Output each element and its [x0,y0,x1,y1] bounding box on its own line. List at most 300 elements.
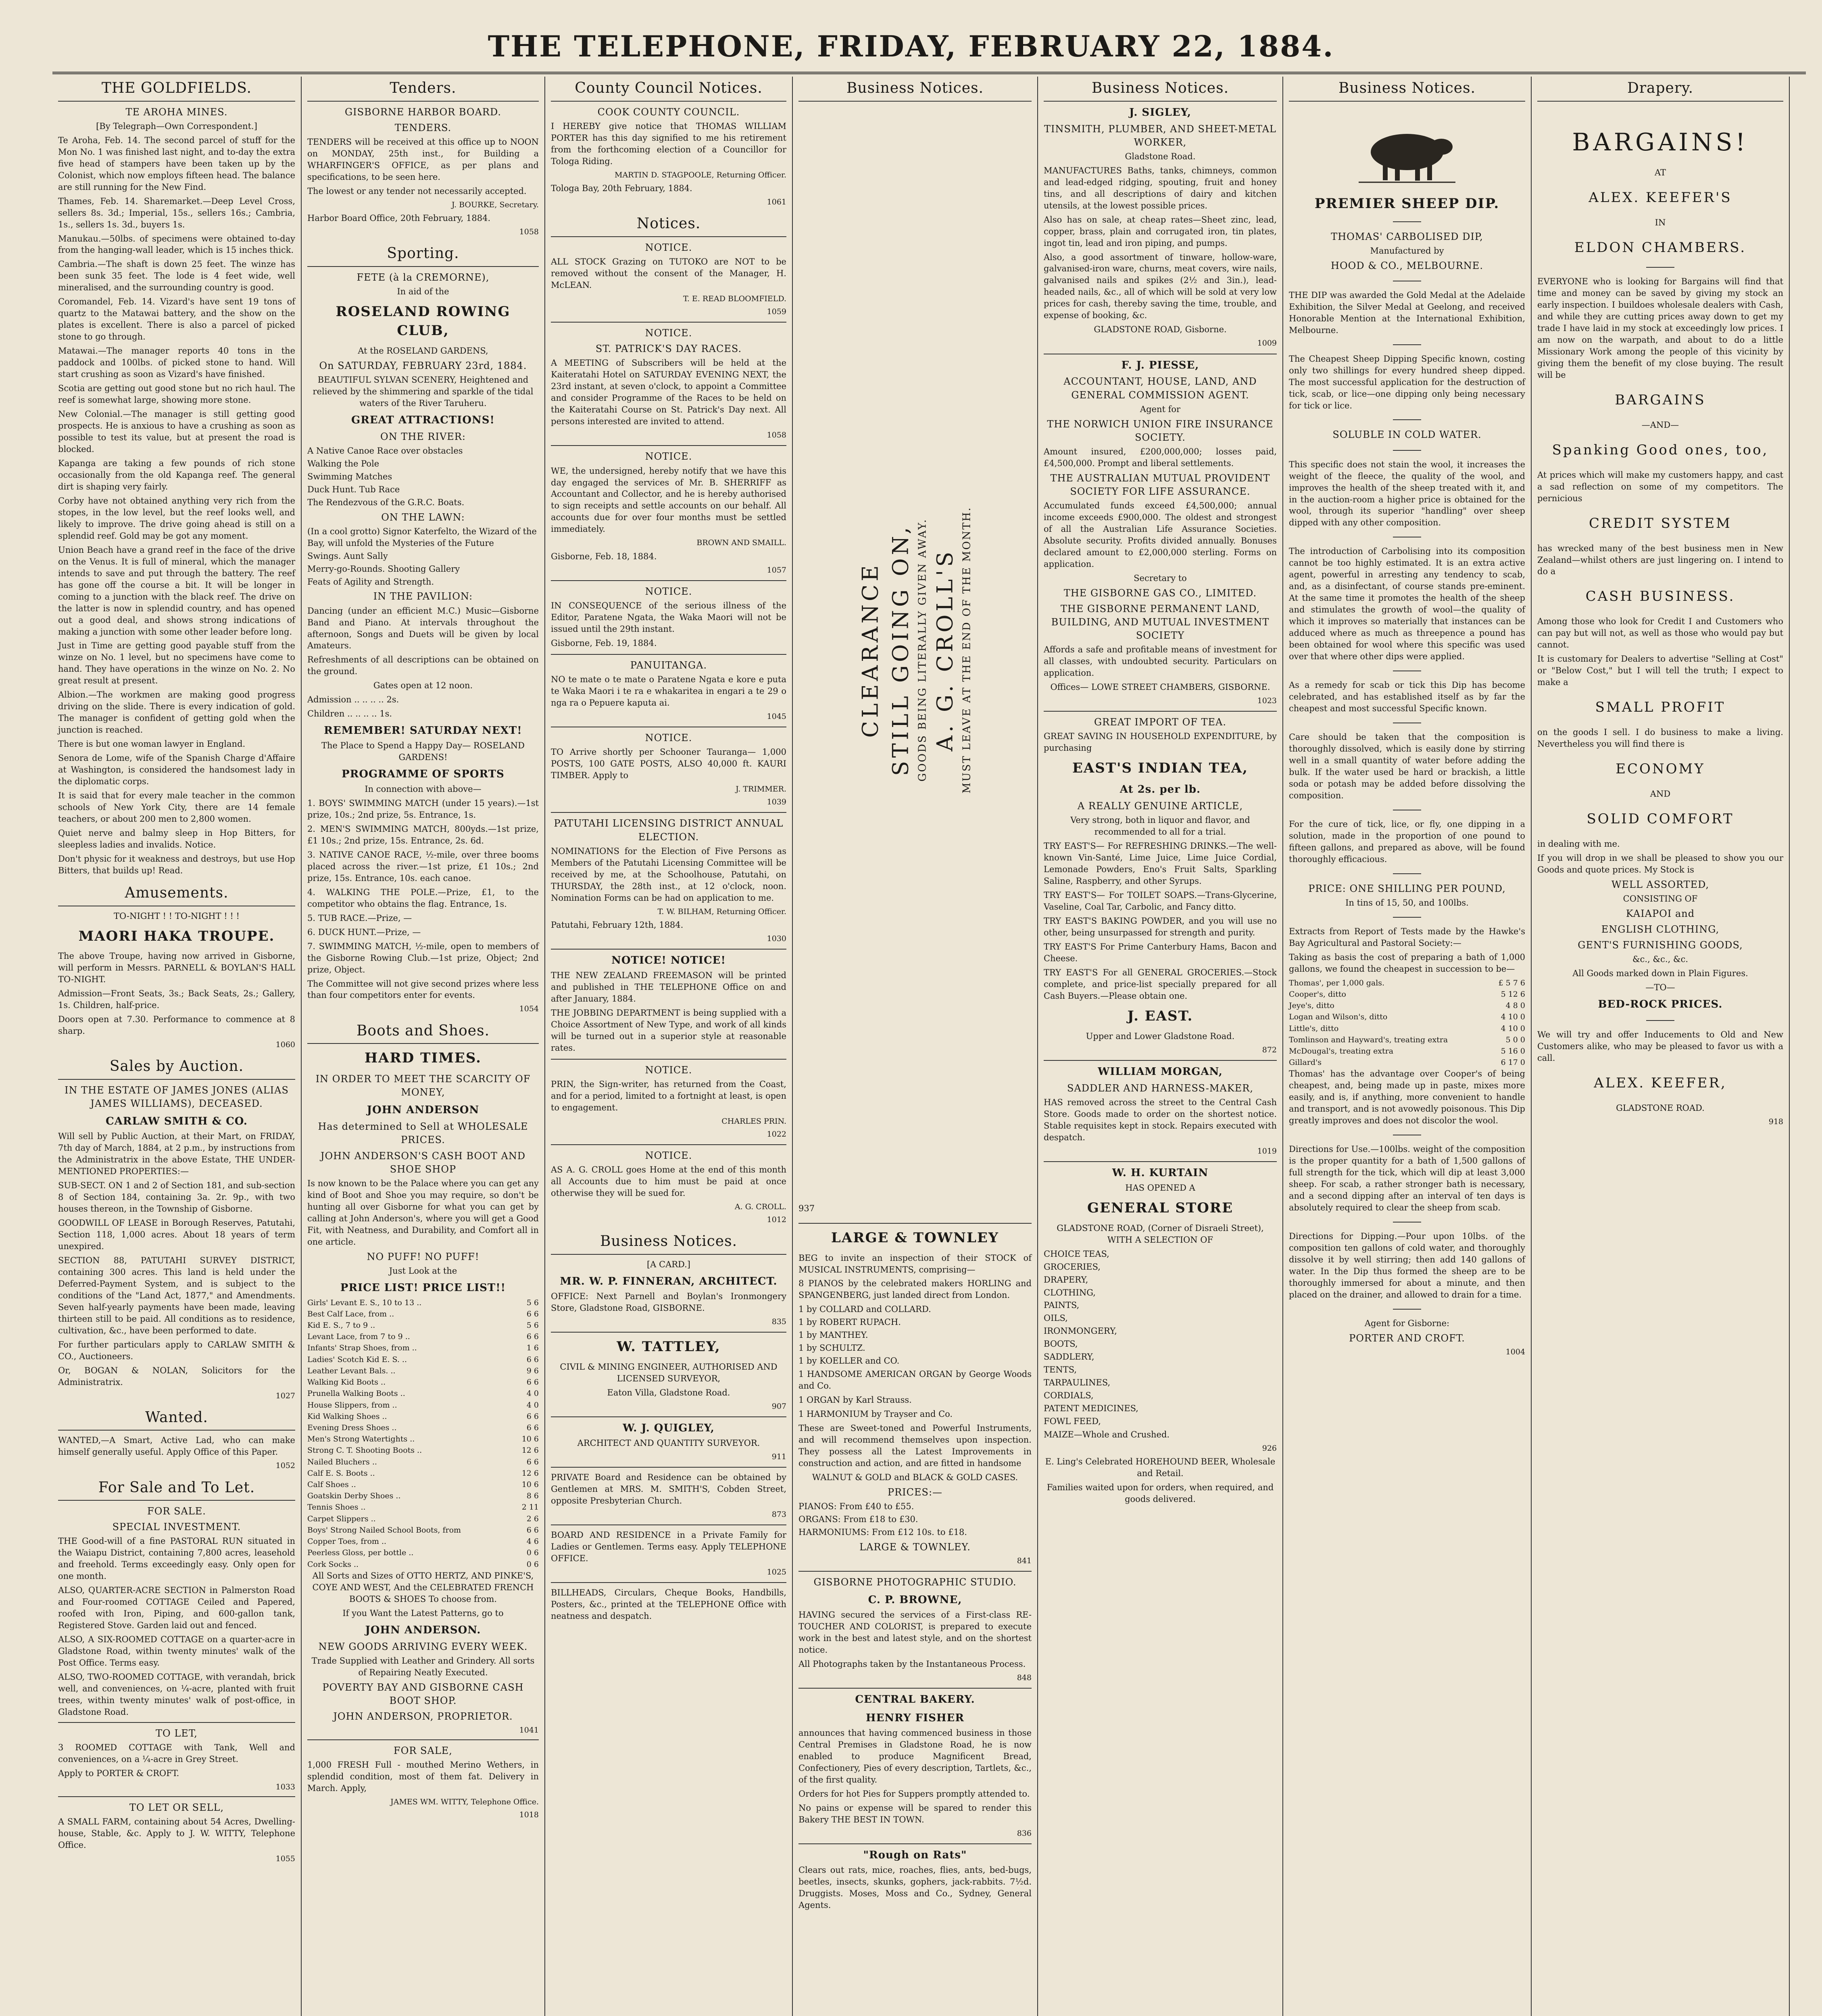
sale-for: FOR SALE. [147,1506,206,1517]
lt-item: 1 by KOELLER and CO. [798,1356,900,1366]
drapery-consisting: CONSISTING OF [1623,893,1698,904]
tenders-text: TENDERS will be received at this office up to NOON on MONDAY, 25th inst., for Building a WHARFINGER'S OFFICE, as per plans and specifications, to be seen here. [307,137,539,182]
business-2 [551,1337,786,1412]
morgan-name: WILLIAM MORGAN, [1098,1065,1223,1078]
dip-p5: As a remedy for scab or tick this Dip has become celebrated, and has established itself as by far the cheapest and most successful Specific known. [1289,680,1525,714]
clearance-must: MUST LEAVE AT THE END OF THE MONTH. [961,506,973,793]
lt-ref: 841 [1017,1556,1032,1566]
fete-club: ROSELAND ROWING CLUB, [336,303,511,339]
amusements-ref: 1060 [275,1040,295,1050]
boots-price-row-value: 8 6 [526,1491,539,1501]
dip-cost-row-value: 4 10 0 [1501,1024,1525,1033]
sports-event: 7. SWIMMING MATCH, ½-mile, open to members of the Gisborne Rowing Club.—1st prize, Object; 2nd prize, Object. [307,941,539,975]
boots-price-row-label: Leather Levant Bals. .. [307,1366,396,1375]
kurtain-item: BOOTS, [1044,1339,1078,1349]
amusements-tonight: TO-NIGHT ! ! TO-NIGHT ! ! ! [114,911,240,921]
notice-9-ref: 1022 [767,1129,786,1139]
fete-children: Children .. .. .. .. 1s. [307,709,392,719]
boots-price-row-value: 9 6 [526,1366,539,1375]
goldfields-paragraph: New Colonial.—The manager is still getting good prospects. He is anxious to have a crushing as soon as possible to test its value, but at present the road is blocked. [58,409,295,454]
goldfields-paragraph: Manukau.—50lbs. of specimens were obtained to-day from the hanging-wall leader, which is 15 inches thick. [58,233,295,255]
boots-price-row-label: Nailed Bluchers .. [307,1457,377,1466]
fete-remember: REMEMBER! SATURDAY NEXT! [324,725,522,737]
kurtain-item: IRONMONGERY, [1044,1326,1117,1336]
boots-price-row [307,1502,539,1513]
drapery-economy: ECONOMY [1616,761,1705,777]
dip-cost-row-value: 5 0 0 [1505,1035,1525,1044]
boots-price-row-label: Carpet Slippers .. [307,1514,376,1523]
notice-7-sign: T. W. BILHAM, Returning Officer. [657,907,786,916]
notice-6-title: NOTICE. [645,732,692,744]
sports-ref: 1054 [519,1004,539,1014]
business-5-ref: 1025 [767,1568,786,1577]
notice-4-title: NOTICE. [645,585,692,597]
divider [1393,419,1421,420]
boots-price-row [307,1513,539,1524]
sports-list [307,798,539,976]
lt-price: HARMONIUMS: From £12 10s. to £18. [798,1527,967,1537]
boots-price-row-label: Strong C. T. Shooting Boots .. [307,1446,422,1455]
clearance-still: STILL GOING ON, [887,524,913,776]
tenders-lowest: The lowest or any tender not necessarily accepted. [307,186,527,196]
sports-event: 1. BOYS' SWIMMING MATCH (under 15 years).—1st prize, 10s.; 2nd prize, 5s. Entrance, 1s. [307,798,539,820]
drapery-and2: AND [1650,789,1671,799]
forsale2-sign: JAMES WM. WITTY, Telephone Office. [390,1797,539,1807]
sports-event: 6. DUCK HUNT.—Prize, — [307,927,421,937]
dip-tins: In tins of 15, 50, and 100lbs. [1345,898,1469,908]
fete-pavilion: Dancing (under an efficient M.C.) Music—Gisborne Band and Piano. At intervals throughout the afternoon, Songs and Duets will be given by local Amateurs. [307,606,539,651]
fete-pavilion-heading: IN THE PAVILION: [373,591,473,602]
fete-lawn-heading: ON THE LAWN: [381,511,465,523]
divider [551,654,786,655]
rats-ad [798,1848,1032,1911]
wanted-heading: Wanted. [58,1406,295,1431]
sheep-illustration-icon [1355,118,1459,186]
tea-item: TRY EAST'S For Prime Canterbury Hams, Bacon and Cheese. [1044,941,1277,963]
auction-text: Will sell by Public Auction, at their Mart, on FRIDAY, 7th day of March, 1884, at 2 p.m., by instructions from the Administratrix in the above Estate, THE UNDER-MENTIONED PROPERTIES:— [58,1131,295,1177]
notice-5-ref: 1045 [767,712,786,721]
notice-6-text: TO Arrive shortly per Schooner Tauranga— 1,000 POSTS, 100 GATE POSTS, ALSO 40,000 ft. KAURI TIMBER. Apply to [551,747,786,781]
divider [1646,1020,1674,1021]
notice-10-ref: 1012 [767,1215,786,1225]
drapery-etc: &c., &c., &c. [1632,954,1689,964]
drapery-p9: All Goods marked down in Plain Figures. [1572,968,1748,979]
notice-8 [551,954,786,1054]
boots-price-row-value: 6 6 [526,1378,539,1387]
auction-lots [58,1180,295,1337]
business-2-name: W. TATTLEY, [617,1339,721,1355]
sale-item: ALSO, A SIX-ROOMED COTTAGE on a quarter-acre in Gladstone Road, within twenty minutes' walk of the Post Office. Terms easy. [58,1635,295,1668]
boots-price-row-label: Levant Lace, from 7 to 9 .. [307,1332,410,1341]
notice-7-date: Patutahi, February 12th, 1884. [551,920,684,930]
notice-7-text: NOMINATIONS for the Election of Five Persons as Members of the Patutahi Licensing Committee will be received by me, at the Schoolhouse, Patutahi, on THURSDAY, the 28th inst., at 12 o'clock, noon. Nomination Forms can be had on application to me. [551,846,786,903]
lt-item: 1 by SCHULTZ. [798,1343,865,1353]
auction-ad [58,1084,295,1401]
tea-item: TRY EAST'S BAKING POWDER, and you will use no other, being unsurpassed for strength and purity. [1044,916,1277,937]
goldfields-article [58,106,295,877]
goldfields-paragraph: Kapanga are taking a few pounds of rich stone occasionally from the old Kapanga reef. The general dirt is shaping very fairly. [58,458,295,492]
notice-4-text: IN CONSEQUENCE of the serious illness of the Editor, Paratene Ngata, the Waka Maori will not be issued until the 29th instant. [551,600,786,634]
boots-order: IN ORDER TO MEET THE SCARCITY OF MONEY, [315,1073,531,1098]
goldfields-paragraphs [58,135,295,877]
boots-price-row-value: 10 6 [521,1480,539,1489]
fete-lawn-item: Feats of Agility and Strength. [307,577,434,587]
keefer-ad [1537,126,1783,1127]
boots-price-row-label: Men's Strong Watertights .. [307,1435,415,1444]
boots-price-row-label: Kid Walking Shoes .. [307,1412,387,1421]
lt-name: LARGE & TOWNLEY [831,1229,999,1246]
goldfields-paragraph: Coromandel, Feb. 14. Vizard's have sent 19 tons of quartz to the Matawai battery, and the show on the plates is excellent. There is also a parcel of picked stone to go through. [58,297,295,342]
piesse-perm-text: Affords a safe and profitable means of investment for all classes, with undoubted security. Particulars on application. [1044,645,1277,678]
notice-10-sign: A. G. CROLL. [734,1202,786,1212]
bakery-name: HENRY FISHER [866,1712,964,1724]
boots-price-row-value: 6 6 [526,1332,539,1341]
divider [798,1223,1032,1224]
lt-harmonium: 1 HARMONIUM by Trayser and Co. [798,1409,953,1419]
tenders-sub: TENDERS. [394,122,452,133]
boots-price-row [307,1456,539,1468]
boots-price-row-label: Tennis Shoes .. [307,1503,366,1512]
drapery-sign: ALEX. KEEFER, [1594,1075,1727,1091]
drapery-p7: in dealing with me. [1537,839,1620,849]
dip-cost-row-label: McDougal's, treating extra [1289,1046,1394,1056]
clearance-word: CLEARANCE [857,562,883,738]
clearance-ad [798,106,1032,1194]
business-heading: Business Notices. [798,77,1032,102]
fete-river-item: The Rendezvous of the G.R.C. Boats. [307,497,465,507]
bakery-ref: 836 [1017,1829,1032,1838]
dip-cost-row-value: £ 5 7 6 [1498,978,1525,987]
divider [551,580,786,581]
notice-3-sign: BROWN AND SMAILL. [696,538,786,548]
dip-cost-row [1289,1045,1525,1057]
wanted-ref: 1052 [275,1461,295,1470]
sale-items [58,1535,295,1718]
boots-price-row-label: Calf E. S. Boots .. [307,1468,375,1478]
auction-firm: CARLAW SMITH & CO. [106,1115,248,1128]
boots-title: HARD TIMES. [364,1050,482,1066]
fete-river-heading: ON THE RIVER: [380,431,466,442]
notice-7 [551,817,786,943]
kurtain-maize: MAIZE—Whole and Crushed. [1044,1430,1170,1440]
notice-1-sign: T. E. READ BLOOMFIELD. [683,294,786,303]
dip-basis: Taking as basis the cost of preparing a bath of 1,000 gallons, we found the cheapest in succession to be— [1289,952,1525,974]
boots-price-row-value: 4 0 [526,1400,539,1410]
boots-price-row [307,1297,539,1308]
notice-3-title: NOTICE. [645,451,692,462]
business-1-card: [A CARD.] [646,1260,691,1270]
kurtain-addr: GLADSTONE ROAD, (Corner of Disraeli Street), WITH A SELECTION OF [1057,1223,1264,1245]
dip-cost-row [1289,989,1525,1000]
drapery-small: SMALL PROFIT [1595,699,1726,716]
notice-3-date: Gisborne, Feb. 18, 1884. [551,551,657,561]
morgan-ref: 1019 [1257,1146,1277,1156]
boots-price-row [307,1490,539,1502]
fete-scenery: BEAUTIFUL SYLVAN SCENERY, Heightened and relieved by the shimmering and sparkle of the tidal waters of the River Taruheru. [313,375,534,408]
tea-sign: J. EAST. [1127,1008,1193,1024]
boots-pricelist: PRICE LIST! PRICE LIST!! [340,1281,506,1294]
boots-price-row-label: Cork Socks .. [307,1560,359,1569]
dip-made: Manufactured by [1370,246,1444,256]
goldfields-paragraph: It is said that for every male teacher in the common schools of New York City, there are 14 female teachers, or about 200 men to 2,800 women. [58,791,295,824]
boots-price-row-value: 4 0 [526,1389,539,1398]
divider [58,1722,295,1723]
amusements-admission: Admission—Front Seats, 3s.; Back Seats, 2s.; Gallery, 1s. Children, half-price. [58,989,295,1010]
fete-place: The Place to Spend a Happy Day— ROSELAND GARDENS! [321,741,525,762]
dip-cost-row [1289,1011,1525,1023]
council-notice [551,106,786,207]
boots-name: JOHN ANDERSON [367,1104,479,1116]
boots-price-row [307,1479,539,1490]
forsale2-heading: FOR SALE, [394,1745,452,1757]
dip-cost-table [1289,977,1525,1068]
tea-item: TRY EAST'S— For REFRESHING DRINKS.—The well-known Vin-Santé, Lime Juice, Lime Juice Cordial, Lemonade Powders, Eno's Fruit Salts, Sparkling Saline, Raspberry, and other Syrups. [1044,841,1277,886]
drapery-p10: We will try and offer Inducements to Old and New Customers alike, who may be pleased to favor us with a call. [1537,1029,1783,1063]
piesse-gas: THE GISBORNE GAS CO., LIMITED. [1063,587,1257,599]
column-drapery [1532,77,1790,2016]
boots-price-row [307,1400,539,1411]
piesse-ref: 1023 [1257,696,1277,706]
dip-extracts: Extracts from Report of Tests made by the Hawke's Bay Agricultural and Pastoral Society:— [1289,926,1525,948]
boots-ref: 1041 [519,1725,539,1735]
dip-cost-row-label: Logan and Wilson's, ditto [1289,1012,1388,1022]
boots-sizes: All Sorts and Sizes of OTTO HERTZ, AND PINKE'S, COYE AND WEST, And the CELEBRATED FRENCH BOOTS & SHOES To choose from. [312,1570,534,1604]
piesse-title: ACCOUNTANT, HOUSE, LAND, AND GENERAL COMMISSION AGENT. [1063,376,1257,401]
tolet-apply: Apply to PORTER & CROFT. [58,1768,179,1779]
divider [1044,1060,1277,1061]
drapery-p6: on the goods I sell. I do business to make a living. Nevertheless you will find there is [1537,727,1783,749]
sports-heading: PROGRAMME OF SPORTS [342,768,504,781]
dip-p10: Directions for Dipping.—Pour upon 10lbs. of the composition ten gallons of cold water, and thoroughly dissolve it by well stirring; then add 140 gallons of water. In the Dip thus formed the sheep are to be thoroughly immersed for about a minute, and then placed on the drainer, and allowed to drain for a time. [1289,1231,1525,1300]
boots-price-row-label: Infants' Strap Shoes, from .. [307,1343,417,1353]
drapery-bedrock: BED-ROCK PRICES. [1598,998,1723,1010]
tolet-heading: TO LET, [156,1728,198,1739]
studio-heading: GISBORNE PHOTOGRAPHIC STUDIO. [813,1577,1017,1588]
piesse-perm: THE GISBORNE PERMANENT LAND, BUILDING, AND MUTUAL INVESTMENT SOCIETY [1051,603,1270,641]
amusements-doors: Doors open at 7.30. Performance to commence at 8 sharp. [58,1014,295,1036]
letorsell-text: A SMALL FARM, containing about 54 Acres, Dwelling-house, Stable, &c. Apply to J. W. WITTY, Telephone Office. [58,1817,295,1850]
lt-price: PIANOS: From £40 to £55. [798,1502,914,1512]
drapery-p4: Among those who look for Credit I and Customers who can pay but will not, as well as those who would pay but cannot. [1537,616,1783,650]
fete-lawn-item: (In a cool grotto) Signor Katerfelto, the Wizard of the Bay, will unfold the Mysteries of the Future [307,526,537,548]
boots-name2: JOHN ANDERSON. [365,1624,481,1636]
kurtain-item: CLOTHING, [1044,1287,1096,1297]
boots-det: Has determined to Sell at WHOLESALE PRICES. [318,1121,528,1146]
notice-1 [551,241,786,317]
goldfields-paragraph: Senora de Lome, wife of the Spanish Charge d'Affaire at Washington, is considered the handsomest lady in the diplomatic corps. [58,753,295,787]
boots-price-row-value: 6 6 [526,1423,539,1432]
boots-price-row-value: 1 6 [526,1343,539,1353]
boots-price-row [307,1388,539,1399]
tea-name: EAST'S INDIAN TEA, [1072,760,1249,777]
divider [551,322,786,323]
council-heading: County Council Notices. [551,77,786,102]
letorsell-ref: 1055 [275,1854,295,1864]
notice-2-sub: ST. PATRICK'S DAY RACES. [595,343,742,355]
boots-price-row-value: 2 11 [521,1503,539,1512]
morgan-text: HAS removed across the street to the Central Cash Store. Goods made to order on the shortest notice. Stable requisites kept in stock. Repairs executed with despatch. [1044,1097,1277,1142]
divider [551,1144,786,1145]
tea-heading: GREAT IMPORT OF TEA. [1094,716,1227,728]
divider [551,949,786,950]
kurtain-item: TENTS, [1044,1365,1077,1375]
lt-item: 1 by MANTHEY. [798,1330,868,1340]
dip-price: PRICE: ONE SHILLING PER POUND, [1308,883,1506,894]
bakery-ad [798,1693,1032,1839]
rats-text: Clears out rats, mice, roaches, flies, ants, bed-bugs, beetles, insects, skunks, gophers, jack-rabbits. 7½d. Druggists. Moses, Moss and Co., Sydney, General Agents. [798,1865,1032,1910]
boots-price-row-label: Prunella Walking Boots .. [307,1389,405,1398]
dip-cost-row-value: 4 8 0 [1505,1001,1525,1010]
kurtain-item: PAINTS, [1044,1300,1080,1310]
dip-p1: THE DIP was awarded the Gold Medal at the Adelaide Exhibition, the Silver Medal at Geelong, and received Honorable Mention at the International Exhibition, Melbourne. [1289,290,1525,335]
notice-3 [551,450,786,575]
sheep-dip-ad [1289,118,1525,1357]
divider [551,1059,786,1060]
boots-price-row [307,1445,539,1456]
drapery-p5: It is customary for Dealers to advertise "Selling at Cost" or "Below Cost," but I will tell the truth; I expect to make a [1537,654,1783,687]
fete-date: On SATURDAY, FEBRUARY 23rd, 1884. [319,360,527,371]
goldfields-paragraph: Quiet nerve and balmy sleep in Hop Bitters, for sleepless ladies and invalids. Notice. [58,828,295,850]
goldfields-paragraph: Albion.—The workmen are making good progress driving on the slide. There is every indication of gold. The manager is confident of getting gold when the junction is reached. [58,690,295,735]
fete-lawn-item: Merry-go-Rounds. Shooting Gallery [307,564,460,574]
sigley-name: J. SIGLEY, [1129,106,1191,119]
sigley-ref: 1009 [1257,339,1277,348]
dip-agent-name: PORTER AND CROFT. [1349,1332,1465,1344]
sports-event: 3. NATIVE CANOE RACE, ½-mile, over three booms placed across the river.—1st prize, £1 10s.; 2nd prize, 15s. Entrance, 10s. each canoe. [307,850,539,883]
kurtain-item: PATENT MEDICINES, [1044,1404,1138,1414]
divider [551,1332,786,1333]
drapery-chambers: ELDON CHAMBERS. [1574,240,1747,256]
goldfields-paragraph: Te Aroha, Feb. 14. The second parcel of stuff for the Mon No. 1 was finished last night, and to-day the extra five head of stampers have been taken up by the Colonist, which now employs fifteen head. The balance are still running for the New Find. [58,135,295,192]
divider [1044,1161,1277,1162]
boots-price-row-label: Copper Toes, from .. [307,1537,387,1546]
divider [1393,917,1421,918]
tea-item: TRY EAST'S For all GENERAL GROCERIES.—Stock complete, and price-list specially prepared for all Cash Buyers.—Please obtain one. [1044,967,1277,1001]
dip-cost-row-label: Jeye's, ditto [1289,1001,1334,1010]
wanted-text: WANTED,—A Smart, Active Lad, who can make himself generally useful. Apply Office of this Paper. [58,1435,295,1457]
bakery-heading: CENTRAL BAKERY. [855,1693,975,1706]
notice-8-text2: THE JOBBING DEPARTMENT is being supplied with a Choice Assortment of New Type, and work of all kinds will be turned out in a superior style at reasonable rates. [551,1008,786,1053]
column-tenders-sporting [302,77,545,2016]
amusements-heading: Amusements. [58,881,295,906]
notice-6-sign: J. TRIMMER. [736,785,786,793]
boots-price-row [307,1331,539,1342]
fete-river-item: Duck Hunt. Tub Race [307,484,400,494]
fete-lawn-list [307,526,539,588]
auction-ref: 1027 [275,1391,295,1400]
lt-item: 1 by COLLARD and COLLARD. [798,1304,931,1314]
notice-9-sign: CHARLES PRIN. [721,1116,786,1126]
tea-price: At 2s. per lb. [1119,783,1201,796]
lt-item: 1 by ROBERT RUPACH. [798,1317,901,1327]
auction-estate: IN THE ESTATE OF JAMES JONES (ALIAS JAMES WILLIAMS), DECEASED. [65,1085,289,1110]
tea-genuine: A REALLY GENUINE ARTICLE, [1077,800,1243,812]
dip-cost-row-value: 5 16 0 [1501,1046,1525,1056]
goldfields-paragraph: Thames, Feb. 14. Sharemarket.—Deep Level Cross, sellers 8s. 3d.; Imperial, 15s., sellers 16s.; Cambria, 1s., sellers 1s. 3d., buyers 1s. [58,196,295,229]
drapery-p3: has wrecked many of the best business men in New Zealand—whilst others are just lingering on. I intend to do a [1537,543,1783,577]
goldfields-paragraph: Corby have not obtained anything very rich from the stopes, in the low level, but the reef looks well, and likely to improve. The drive going ahead is still on a splendid reef. Gold may be got any moment. [58,496,295,541]
tea-addr: Upper and Lower Gladstone Road. [1086,1031,1235,1041]
fete-aid: In aid of the [397,286,449,296]
lt-prices [798,1501,1032,1538]
business-3-ref: 911 [771,1452,786,1462]
kurtain-item: GROCERIES, [1044,1262,1101,1272]
morgan-trade: SADDLER AND HARNESS-MAKER, [1067,1082,1253,1094]
divider [551,812,786,813]
business-6 [551,1587,786,1622]
notice-1-title: NOTICE. [645,242,692,253]
divider [551,1582,786,1583]
sale-item: THE Good-will of a fine PASTORAL RUN situated in the Waiapu District, containing 7,800 acres, leasehold and freehold. Terms exceedingly easy. Only open for one month. [58,1536,295,1581]
kurtain-opened: HAS OPENED A [1125,1183,1195,1193]
sigley-addr: Gladstone Road. [1125,151,1196,161]
boots-price-row-label: House Slippers, from .. [307,1400,397,1410]
fete-title: FETE (à la CREMORNE), [356,271,490,283]
boots-price-row-value: 4 6 [526,1537,539,1546]
dip-cost-row [1289,977,1525,989]
boots-trade: Trade Supplied with Leather and Grindery. All sorts of Repairing Neatly Executed. [311,1656,535,1677]
column-goldfields [52,77,302,2016]
boots-prop: JOHN ANDERSON, PROPRIETOR. [333,1710,513,1722]
drapery-gents: GENT'S FURNISHING GOODS, [1578,939,1743,951]
notice-5 [551,659,786,722]
boots-price-row [307,1377,539,1388]
studio-ad [798,1576,1032,1683]
lt-prices-heading: PRICES:— [887,1486,943,1498]
boots-text: Is now known to be the Palace where you can get any kind of Boot and Shoe you may require, so don't be hunting all over Gisborne for what you can get by calling at John Anderson's, where you will get a Good Fit, with Neatness, and Durability, and Comfort all in one article. [307,1178,539,1247]
dip-p8: Thomas' has the advantage over Cooper's of being cheapest, and, being made up in paste, mixes more easily, and is, if anything, more convenient to handle and transport, and is not avowedly poisonous. This Dip greatly improves and does not discolor the wool. [1289,1069,1525,1126]
business-2-ref: 907 [771,1402,786,1411]
boots-price-row [307,1468,539,1479]
notice-2-text: A MEETING of Subscribers will be held at the Kaiteratahi Hotel on SATURDAY EVENING NEXT, the 23rd instant, at seven o'clock, to appoint a Committee and consider Programme of the Races to be held on the Kaiteratahi Course on St. Patrick's Day next. All persons interested are invited to attend. [551,358,786,427]
sigley-addr2: GLADSTONE ROAD, Gisborne. [1094,325,1227,335]
wanted-ad [58,1435,295,1471]
boots-price-row [307,1547,539,1558]
notice-7-title: PATUTAHI LICENSING DISTRICT ANNUAL ELECTION. [554,818,784,843]
kurtain-item: FOWL FEED, [1044,1416,1101,1427]
drapery-p2: At prices which will make my customers happy, and cast a sad reflection on some of my competitors. The pernicious [1537,470,1783,503]
notice-5-title: PANUITANGA. [630,659,707,671]
boots-price-row-value: 6 6 [526,1412,539,1421]
notice-10-text: AS A. G. CROLL goes Home at the end of this month all Accounts due to him must be paid at once otherwise they will be sued for. [551,1165,786,1198]
amusements-text: The above Troupe, having now arrived in Gisborne, will perform in Messrs. PARNELL & BOYLAN'S HALL TO-NIGHT. [58,951,295,985]
kurtain-item: DRAPERY, [1044,1275,1088,1285]
sale-ads [58,1505,295,1864]
goldfields-paragraph: Union Beach have a grand reef in the face of the drive on the Venus. It is full of mineral, which the manager intends to save and put through the battery. The reef has gone off the course a bit. It will be longer in coming to a junction with the black reef. The drive on the latter is now in splendid country, and has opened out a good deal, and shows strong indications of making a junction with some other leader before long. [58,545,295,637]
boots-price-row-label: Best Calf Lace, from .. [307,1309,394,1318]
fete-river-list [307,445,539,508]
business-5-text: BOARD AND RESIDENCE in a Private Family for Ladies or Gentlemen. Terms easy. Apply TELEPHONE OFFICE. [551,1530,786,1564]
boots-ad [307,1049,539,1820]
drapery-and: —AND— [1641,420,1679,430]
clearance-name: A. G. CROLL'S [932,548,958,752]
business-5 [551,1529,786,1577]
boots-price-row-label: Girls' Levant E. S., 10 to 13 .. [307,1298,422,1307]
boots-price-row-value: 10 6 [521,1435,539,1444]
boots-price-row-value: 12 6 [521,1468,539,1478]
sigley-text3: Also, a good assortment of tinware, hollow-ware, galvanised-iron ware, churns, meat covers, wire nails, galvanised nails and spikes (2½ and 3in.), lead-headed nails, &c., all of which will be sold at very low prices for cash, thereby saving the time, trouble, and expense of booking, &c. [1044,252,1277,321]
fete-river-item: Walking the Pole [307,458,379,469]
dip-ref: 1004 [1505,1347,1525,1356]
business-2-addr: Eaton Villa, Gladstone Road. [607,1387,730,1397]
kurtain-name: W. H. KURTAIN [1112,1166,1209,1179]
drapery-p8: If you will drop in we shall be pleased to show you our Goods and quote prices. My Stock is [1537,853,1783,875]
drapery-solid: SOLID COMFORT [1586,810,1734,827]
notice-3-ref: 1057 [767,565,786,575]
studio-name: C. P. BROWNE, [868,1594,962,1606]
fete-refresh: Refreshments of all descriptions can be obtained on the ground. [307,655,539,677]
business-3-name: W. J. QUIGLEY, [623,1422,715,1435]
